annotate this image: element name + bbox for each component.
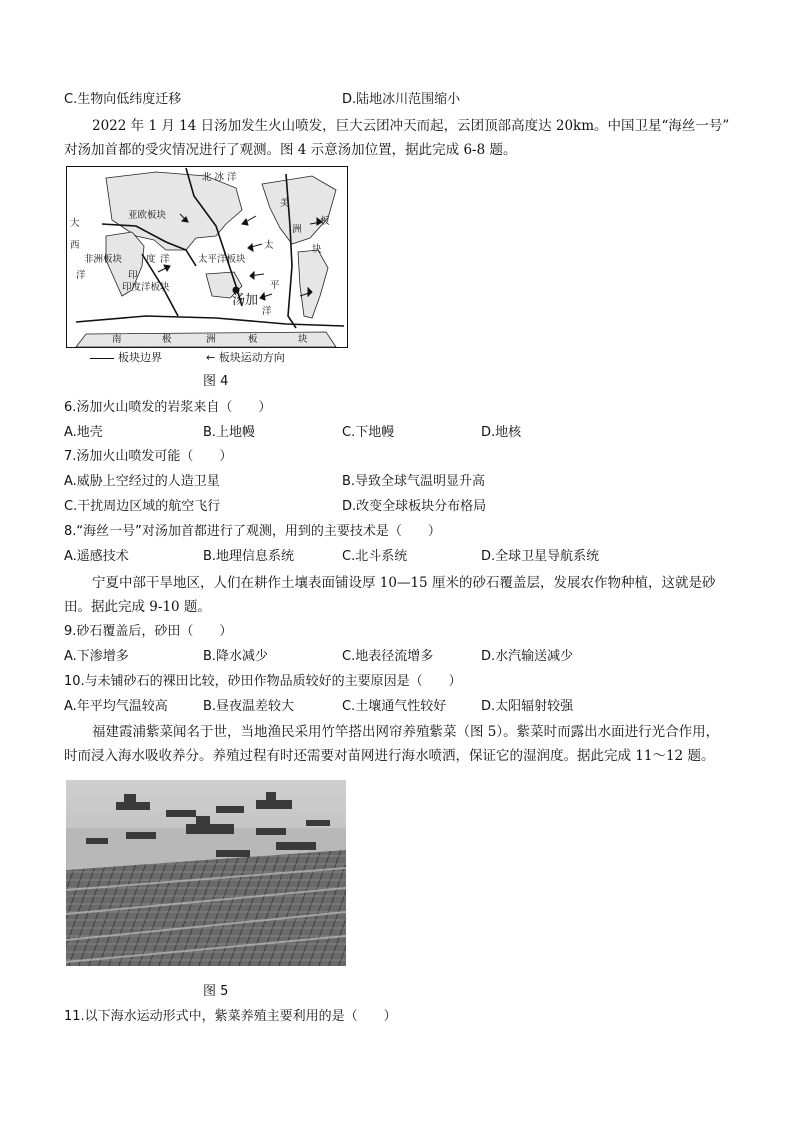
q9-option-b: B.降水减少 [203, 649, 269, 664]
label-atlantic-da: 大 [70, 218, 80, 229]
label-pacific-ping: 平 [270, 280, 280, 291]
label-antarctic-nan: 南 [112, 334, 122, 345]
q7-option-d: D.改变全球板块分布格局 [342, 499, 487, 514]
q6-option-d: D.地核 [481, 425, 522, 440]
seaweed-farm-photo [66, 780, 346, 966]
label-indian-du: 度 [146, 254, 156, 265]
label-antarctic-kuai: 块 [298, 334, 308, 345]
legend-motion: ← 板块运动方向 [206, 351, 285, 364]
label-atlantic-xi: 西 [70, 240, 80, 251]
figure5-caption: 图 5 [203, 984, 229, 999]
q7-option-b: B.导致全球气温明显升高 [342, 474, 486, 489]
q10-option-c: C.土壤通气性较好 [342, 699, 447, 714]
q8-option-a: A.遥感技术 [64, 549, 129, 564]
label-indian-yang: 洋 [160, 254, 170, 265]
label-plate-2: 块 [312, 244, 322, 255]
q11-stem: 11.以下海水运动形式中，紫菜养殖主要利用的是（ ） [64, 1009, 397, 1024]
q6-option-b: B.上地幔 [203, 425, 256, 440]
legend-arrow-icon: ← [206, 351, 216, 364]
label-america-1: 美 [280, 198, 290, 209]
label-indian-plate: 印度洋板块 [122, 282, 170, 293]
intro-tonga-line2: 对汤加首都的受灾情况进行了观测。图 4 示意汤加位置，据此完成 6-8 题。 [64, 142, 517, 158]
q10-option-b: B.昼夜温差较大 [203, 699, 295, 714]
label-antarctic-zhou: 洲 [206, 334, 216, 345]
q9-option-d: D.水汽输送减少 [481, 649, 574, 664]
q8-option-d: D.全球卫星导航系统 [481, 549, 600, 564]
q9-option-a: A.下渗增多 [64, 649, 129, 664]
intro-sandfield-line2: 田。据此完成 9-10 题。 [64, 599, 211, 615]
q8-stem: 8.“海丝一号”对汤加首都进行了观测，用到的主要技术是（ ） [64, 524, 441, 539]
intro-seaweed-line2: 时而浸入海水吸收养分。养殖过程有时还需要对苗网进行海水喷洒，保证它的湿润度。据此完成 11～12 题。 [64, 748, 715, 764]
label-atlantic-yang: 洋 [76, 270, 86, 281]
label-eurasian-plate: 亚欧板块 [128, 210, 167, 221]
q9-stem: 9.砂石覆盖后，砂田（ ） [64, 624, 233, 639]
q8-option-b: B.地理信息系统 [203, 549, 295, 564]
q8-option-c: C.北斗系统 [342, 549, 408, 564]
label-pacific-tai: 太 [264, 240, 274, 251]
label-america-2: 洲 [292, 224, 302, 235]
q5-option-d: D.陆地冰川范围缩小 [342, 92, 461, 107]
label-pacific-yang: 洋 [262, 306, 272, 317]
legend-boundary-line-icon [90, 358, 114, 359]
figure4-caption: 图 4 [203, 374, 229, 389]
label-antarctic-ji: 极 [162, 334, 172, 345]
q7-option-a: A.威胁上空经过的人造卫星 [64, 474, 220, 489]
legend-boundary: 板块边界 [90, 349, 162, 365]
q6-option-a: A.地壳 [64, 425, 103, 440]
q6-option-c: C.下地幔 [342, 425, 395, 440]
intro-tonga-line1: 2022 年 1 月 14 日汤加发生火山喷发，巨大云团冲天而起，云团顶部高度达 20km。中国卫星“海丝一号” [92, 118, 730, 134]
q10-stem: 10.与未铺砂石的裸田比较，砂田作物品质较好的主要原因是（ ） [64, 674, 462, 689]
label-pacific-plate: 太平洋板块 [198, 254, 246, 265]
label-arctic-ocean: 北 冰 洋 [202, 172, 237, 183]
intro-sandfield-line1: 宁夏中部干旱地区，人们在耕作土壤表面铺设厚 10—15 厘米的砂石覆盖层，发展农作物种植，这就是砂 [92, 575, 716, 591]
label-antarctic-ban: 板 [248, 334, 258, 345]
q10-option-a: A.年平均气温较高 [64, 699, 168, 714]
intro-seaweed-line1: 福建霞浦紫菜闻名于世，当地渔民采用竹竿搭出网帘养殖紫菜（图 5）。紫菜时而露出水面进行光合作用， [92, 724, 720, 740]
q6-stem: 6.汤加火山喷发的岩浆来自（ ） [64, 400, 272, 415]
q7-stem: 7.汤加火山喷发可能（ ） [64, 449, 233, 464]
q10-option-d: D.太阳辐射较强 [481, 699, 574, 714]
label-tonga: 汤加 [232, 293, 259, 308]
q9-option-c: C.地表径流增多 [342, 649, 434, 664]
plate-map-figure [66, 166, 348, 348]
label-indian-yin: 印 [128, 270, 138, 281]
label-plate-1: 板 [320, 216, 330, 227]
q7-option-c: C.干扰周边区域的航空飞行 [64, 499, 221, 514]
q5-option-c: C.生物向低纬度迁移 [64, 92, 182, 107]
label-african-plate: 非洲板块 [84, 254, 123, 265]
